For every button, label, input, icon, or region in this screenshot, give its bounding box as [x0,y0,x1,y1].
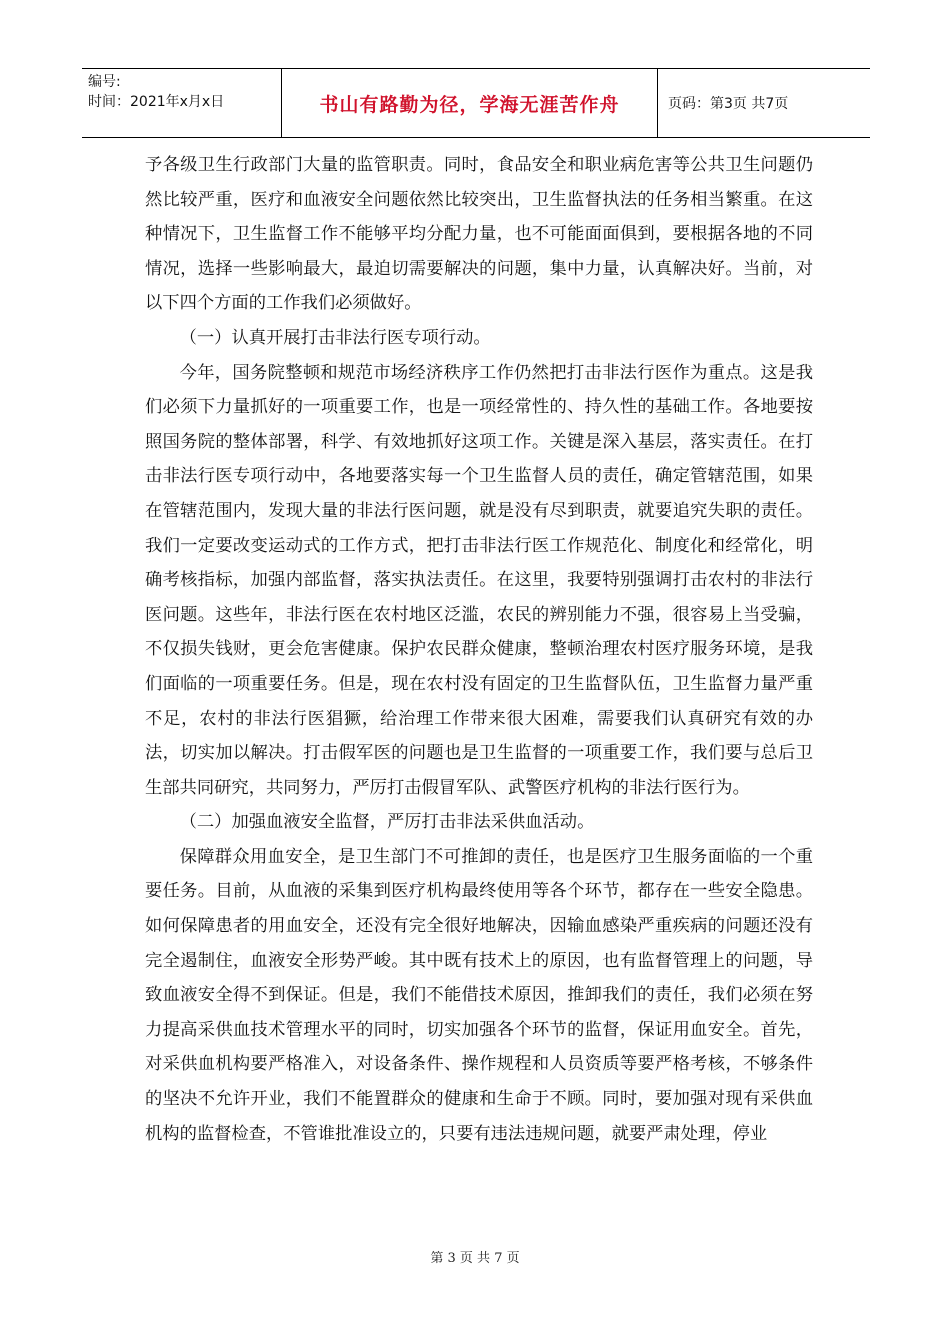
body-paragraph: 予各级卫生行政部门大量的监管职责。同时，食品安全和职业病危害等公共卫生问题仍然比较严重，医疗和血液安全问题依然比较突出，卫生监督执法的任务相当繁重。在这种情况下，卫生监督工作不能够平均分配力量，也不可能面面俱到，要根据各地的不同情况，选择一些影响最大，最迫切需要解决的问题，集中力量，认真解决好。当前，对以下四个方面的工作我们必须做好。 [145,155,813,314]
document-number-label: 编号: [88,74,121,90]
body-paragraph: 今年，国务院整顿和规范市场经济秩序工作仍然把打击非法行医作为重点。这是我们必须下力量抓好的一项重要工作，也是一项经常性的、持久性的基础工作。各地要按照国务院的整体部署，科学、有效地抓好这项工作。关键是深入基层，落实责任。在打击非法行医专项行动中，各地要落实每一个卫生监督人员的责任，确定管辖范围，如果在管辖范围内，发现大量的非法行医问题，就是没有尽到职责，就要追究失职的责任。我们一定要改变运动式的工作方式，把打击非法行医工作规范化、制度化和经常化，明确考核指标，加强内部监督，落实执法责任。在这里，我要特别强调打击农村的非法行医问题。这些年，非法行医在农村地区泛滥，农民的辨别能力不强，很容易上当受骗，不仅损失钱财，更会危害健康。保护农民群众健康，整顿治理农村医疗服务环境，是我们面临的一项重要任务。但是，现在农村没有固定的卫生监督队伍，卫生监督力量严重不足，农村的非法行医猖獗，给治理工作带来很大困难，需要我们认真研究有效的办法，切实加以解决。打击假军医的问题也是卫生监督的一项重要工作，我们要与总后卫生部共同研究，共同努力，严厉打击假冒军队、武警医疗机构的非法行医行为。 [145,362,813,798]
document-body [145,148,813,1151]
document-time-label: 时间：2021年x月x日 [88,94,225,110]
document-header [82,68,870,138]
header-meta-cell [82,69,282,137]
section-heading: （一）认真开展打击非法行医专项行动。 [179,327,491,348]
page-footer: 第 3 页 共 7 页 [430,1251,520,1266]
header-motto: 书山有路勤为径，学海无涯苦作舟 [282,69,658,137]
header-page-info: 页码：第3页 共7页 [668,96,789,112]
section-heading: （二）加强血液安全监督，严厉打击非法采供血活动。 [179,812,595,833]
body-paragraph: 保障群众用血安全，是卫生部门不可推卸的责任，也是医疗卫生服务面临的一个重要任务。目前，从血液的采集到医疗机构最终使用等各个环节，都存在一些安全隐患。如何保障患者的用血安全，还没有完全很好地解决，因输血感染严重疾病的问题还没有完全遏制住，血液安全形势严峻。其中既有技术上的原因，也有监督管理上的问题，导致血液安全得不到保证。但是，我们不能借技术原因，推卸我们的责任，我们必须在努力提高采供血技术管理水平的同时，切实加强各个环节的监督，保证用血安全。首先，对采供血机构要严格准入，对设备条件、操作规程和人员资质等要严格考核，不够条件的坚决不允许开业，我们不能置群众的健康和生命于不顾。同时，要加强对现有采供血机构的监督检查，不管谁批准设立的，只要有违法违规问题，就要严肃处理，停业 [145,846,813,1144]
